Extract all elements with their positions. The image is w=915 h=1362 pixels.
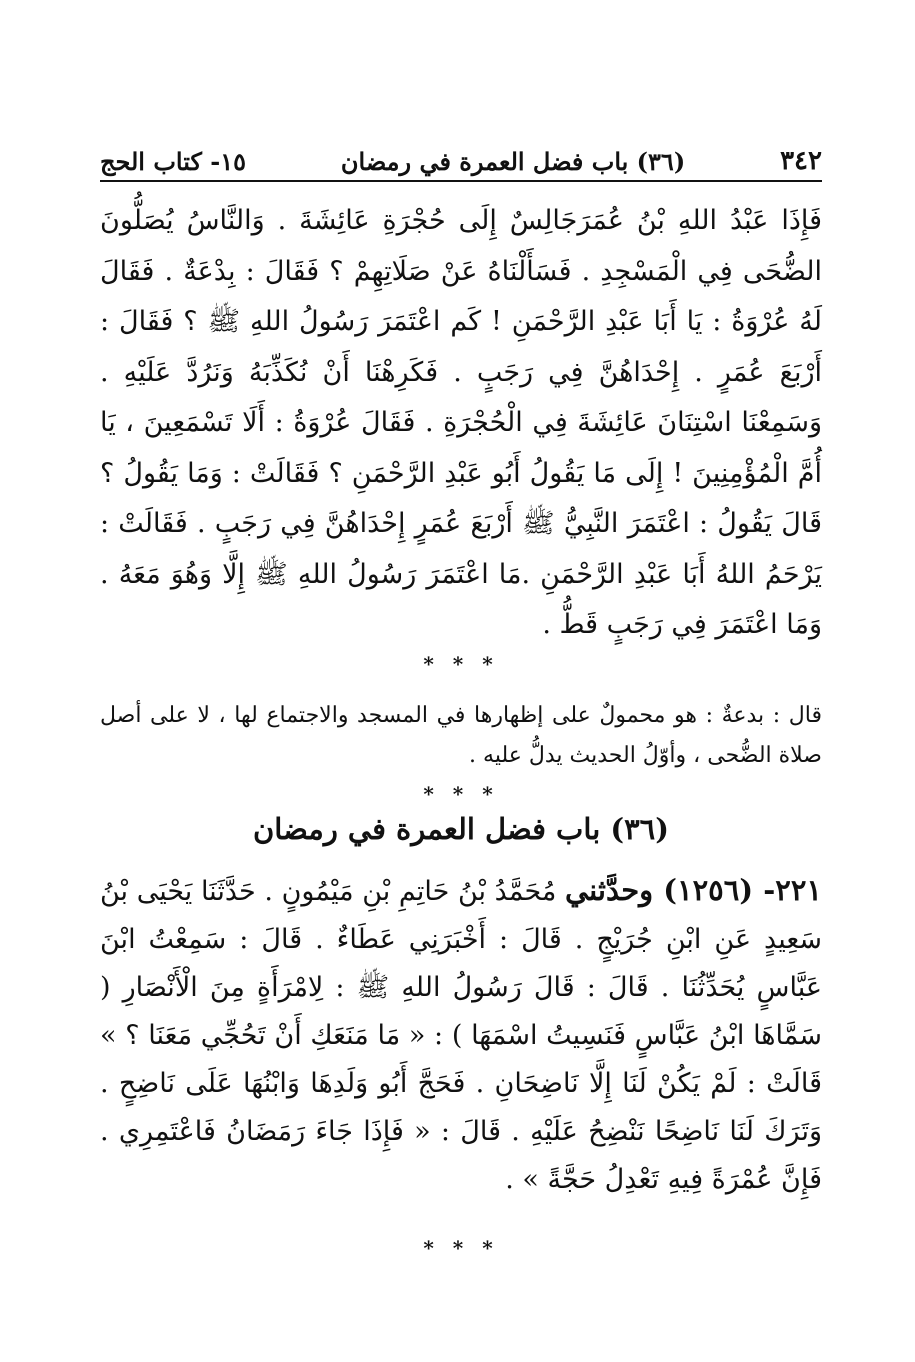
section-separator: * * * [423, 1236, 499, 1260]
chapter-heading: (٣٦) باب فضل العمرة في رمضان [253, 812, 669, 846]
running-header [100, 138, 822, 182]
header-book-title: ١٥- كتاب الحج [100, 147, 246, 176]
hadith-continuation-text: فَإِذَا عَبْدُ اللهِ بْنُ عُمَرَجَالِسٌ إِلَى حُجْرَةِ عَائِشَةَ . وَالنَّاسُ يُصَلُّونَ الضُّحَى فِي الْمَسْجِدِ . فَسَأَلْنَاهُ عَنْ صَلَاتِهِمْ ؟ فَقَالَ : بِدْعَةٌ . فَقَالَ لَهُ عُرْوَةُ : يَا أَبَا عَبْدِ الرَّحْمَنِ ! كَم اعْتَمَرَ رَسُولُ اللهِ ﷺ ؟ فَقَالَ : أَرْبَعَ عُمَرٍ . إِحْدَاهُنَّ فِي رَجَبٍ . فَكَرِهْنَا أَنْ نُكَذِّبَهُ وَنَرُدَّ عَلَيْهِ . وَسَمِعْنَا اسْتِنَانَ عَائِشَةَ فِي الْحُجْرَةِ . فَقَالَ عُرْوَةُ : أَلَا تَسْمَعِينَ ، يَا أُمَّ الْمُؤْمِنِينَ ! إِلَى مَا يَقُولُ أَبُو عَبْدِ الرَّحْمَنِ ؟ فَقَالَتْ : وَمَا يَقُولُ ؟ قَالَ يَقُولُ : اعْتَمَرَ النَّبِيُّ ﷺ أَرْبَعَ عُمَرٍ إِحْدَاهُنَّ فِي رَجَبٍ . فَقَالَتْ : يَرْحَمُ اللهُ أَبَا عَبْدِ الرَّحْمَنِ .مَا اعْتَمَرَ رَسُولُ اللهِ ﷺ إِلَّا وَهُوَ مَعَهُ . وَمَا اعْتَمَرَ فِي رَجَبٍ قَطُّ . [100, 205, 822, 640]
section-separator: * * * [423, 782, 499, 806]
hadith-text: مُحَمَّدُ بْنُ حَاتِمِ بْنِ مَيْمُونٍ . حَدَّثَنَا يَحْيَى بْنُ سَعِيدٍ عَنِ ابْنِ جُرَيْجٍ . قَالَ : أَخْبَرَنِي عَطَاءٌ . قَالَ : سَمِعْتُ ابْنَ عَبَّاسٍ يُحَدِّثُنَا . قَالَ : قَالَ رَسُولُ اللهِ ﷺ : لِامْرَأَةٍ مِنَ الْأَنْصَارِ ( سَمَّاهَا ابْنُ عَبَّاسٍ فَنَسِيتُ اسْمَهَا ) : « مَا مَنَعَكِ أَنْ تَحُجِّي مَعَنَا ؟ » قَالَتْ : لَمْ يَكُنْ لَنَا إِلَّا نَاضِحَانِ . فَحَجَّ أَبُو وَلَدِهَا وَابْنُهَا عَلَى نَاضِحٍ . وَتَرَكَ لَنَا نَاضِحًا نَنْضِحُ عَلَيْهِ . قَالَ : « فَإِذَا جَاءَ رَمَضَانُ فَاعْتَمِرِي . فَإِنَّ عُمْرَةً فِيهِ تَعْدِلُ حَجَّةً » . [100, 876, 822, 1195]
header-chapter-title: (٣٦) باب فضل العمرة في رمضان [340, 147, 686, 176]
section-separator: * * * [423, 652, 499, 676]
commentary-note: قال : بدعةٌ : هو محمولٌ على إظهارها في المسجد والاجتماع لها ، لا على أصل صلاة الضُّحى ، وأوّلُ الحديث يدلُّ عليه . [100, 703, 822, 768]
page-number: ٣٤٢ [780, 146, 822, 176]
hadith-number: ٢٢١- (١٢٥٦) وحدَّثني [565, 873, 822, 907]
hadith-block [100, 866, 822, 1204]
